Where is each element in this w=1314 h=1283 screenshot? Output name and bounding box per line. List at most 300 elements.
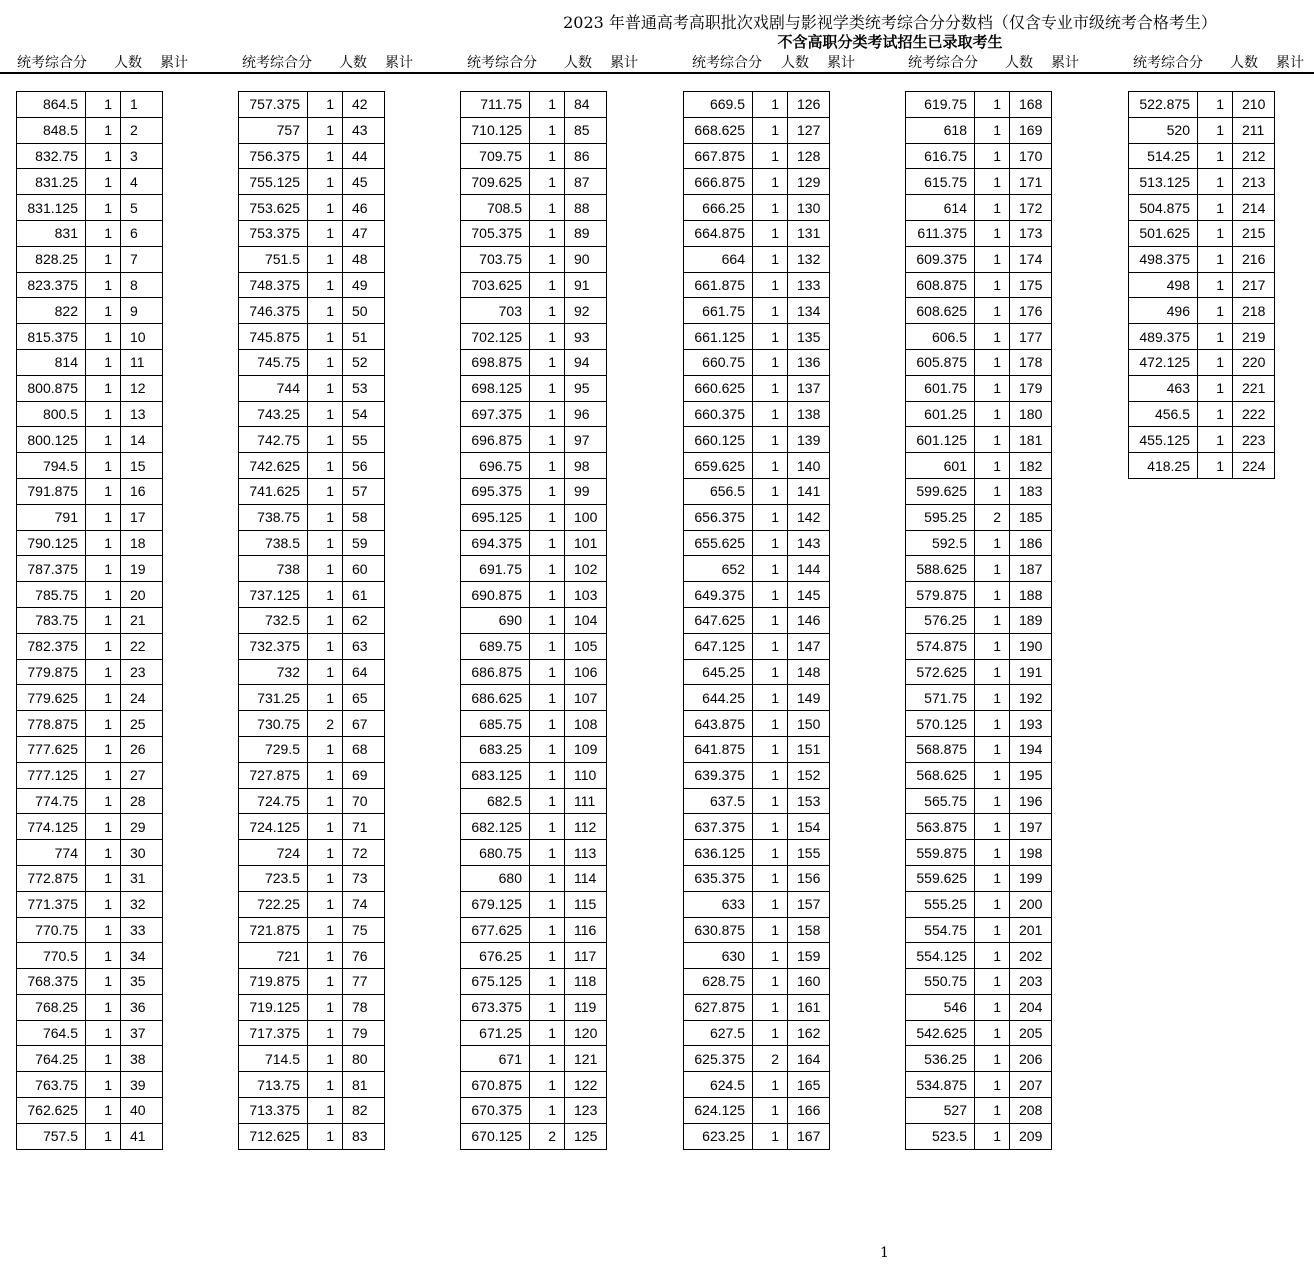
table-row xyxy=(906,814,1052,840)
table-row xyxy=(906,633,1052,659)
score-cell: 778.875 xyxy=(17,711,86,737)
count-cell: 1 xyxy=(753,298,788,324)
table-row xyxy=(906,685,1052,711)
cumulative-cell: 191 xyxy=(1010,659,1052,685)
score-cell: 800.125 xyxy=(17,427,86,453)
count-cell: 1 xyxy=(975,556,1010,582)
count-cell: 1 xyxy=(975,762,1010,788)
count-cell: 1 xyxy=(308,169,343,195)
table-row xyxy=(906,1072,1052,1098)
cumulative-cell: 59 xyxy=(343,530,385,556)
table-row xyxy=(461,891,607,917)
count-cell: 1 xyxy=(753,478,788,504)
table-row xyxy=(461,1046,607,1072)
count-cell: 1 xyxy=(753,1123,788,1149)
table-row xyxy=(17,762,163,788)
cumulative-cell: 223 xyxy=(1233,427,1275,453)
score-cell: 743.25 xyxy=(239,401,308,427)
cumulative-cell: 72 xyxy=(343,840,385,866)
table-row xyxy=(17,943,163,969)
count-cell: 1 xyxy=(86,1046,121,1072)
count-cell: 1 xyxy=(86,220,121,246)
cumulative-cell: 194 xyxy=(1010,736,1052,762)
table-row xyxy=(906,375,1052,401)
table-row xyxy=(461,633,607,659)
score-cell: 660.625 xyxy=(684,375,753,401)
count-cell: 1 xyxy=(975,814,1010,840)
score-cell: 647.125 xyxy=(684,633,753,659)
count-cell: 1 xyxy=(308,1020,343,1046)
table-row xyxy=(239,427,385,453)
count-cell: 1 xyxy=(753,788,788,814)
score-cell: 554.125 xyxy=(906,943,975,969)
score-cell: 522.875 xyxy=(1129,92,1198,118)
count-cell: 1 xyxy=(308,917,343,943)
score-cell: 848.5 xyxy=(17,117,86,143)
count-cell: 1 xyxy=(975,1098,1010,1124)
score-cell: 815.375 xyxy=(17,324,86,350)
cumulative-cell: 41 xyxy=(121,1123,163,1149)
table-row xyxy=(17,401,163,427)
table-row xyxy=(461,994,607,1020)
score-cell: 712.625 xyxy=(239,1123,308,1149)
header-score: 统考综合分 xyxy=(467,55,537,71)
count-cell: 1 xyxy=(753,711,788,737)
table-row xyxy=(684,840,830,866)
header-cumulative: 累计 xyxy=(385,55,413,71)
score-cell: 731.25 xyxy=(239,685,308,711)
cumulative-cell: 85 xyxy=(565,117,607,143)
score-cell: 592.5 xyxy=(906,530,975,556)
score-cell: 570.125 xyxy=(906,711,975,737)
score-cell: 633 xyxy=(684,891,753,917)
score-cell: 649.375 xyxy=(684,582,753,608)
count-cell: 1 xyxy=(86,246,121,272)
count-cell: 1 xyxy=(975,324,1010,350)
score-cell: 572.625 xyxy=(906,659,975,685)
table-row xyxy=(461,556,607,582)
count-cell: 1 xyxy=(975,401,1010,427)
cumulative-cell: 94 xyxy=(565,349,607,375)
score-cell: 601.75 xyxy=(906,375,975,401)
score-cell: 655.625 xyxy=(684,530,753,556)
cumulative-cell: 12 xyxy=(121,375,163,401)
score-cell: 757.5 xyxy=(17,1123,86,1149)
count-cell: 1 xyxy=(308,685,343,711)
cumulative-cell: 92 xyxy=(565,298,607,324)
score-cell: 724.125 xyxy=(239,814,308,840)
score-cell: 831.125 xyxy=(17,195,86,221)
table-row xyxy=(461,92,607,118)
count-cell: 1 xyxy=(975,375,1010,401)
table-row xyxy=(239,607,385,633)
count-cell: 1 xyxy=(1198,220,1233,246)
score-cell: 643.875 xyxy=(684,711,753,737)
count-cell: 1 xyxy=(308,1046,343,1072)
score-cell: 554.75 xyxy=(906,917,975,943)
score-table-2 xyxy=(238,91,385,1150)
score-cell: 746.375 xyxy=(239,298,308,324)
count-cell: 1 xyxy=(86,711,121,737)
table-row xyxy=(461,736,607,762)
cumulative-cell: 77 xyxy=(343,969,385,995)
score-cell: 550.75 xyxy=(906,969,975,995)
count-cell: 1 xyxy=(86,117,121,143)
table-row xyxy=(239,220,385,246)
count-cell: 1 xyxy=(530,685,565,711)
cumulative-cell: 89 xyxy=(565,220,607,246)
table-row xyxy=(906,530,1052,556)
page-number: 1 xyxy=(880,1245,889,1261)
cumulative-cell: 148 xyxy=(788,659,830,685)
table-row xyxy=(239,685,385,711)
count-cell: 1 xyxy=(1198,375,1233,401)
table-row xyxy=(17,453,163,479)
cumulative-cell: 127 xyxy=(788,117,830,143)
cumulative-cell: 222 xyxy=(1233,401,1275,427)
table-row xyxy=(684,814,830,840)
count-cell: 1 xyxy=(530,117,565,143)
cumulative-cell: 153 xyxy=(788,788,830,814)
score-cell: 463 xyxy=(1129,375,1198,401)
count-cell: 1 xyxy=(975,994,1010,1020)
score-cell: 599.625 xyxy=(906,478,975,504)
table-row xyxy=(17,969,163,995)
count-cell: 1 xyxy=(753,582,788,608)
cumulative-cell: 181 xyxy=(1010,427,1052,453)
score-cell: 611.375 xyxy=(906,220,975,246)
score-cell: 563.875 xyxy=(906,814,975,840)
table-row xyxy=(239,195,385,221)
table-row xyxy=(17,298,163,324)
count-cell: 1 xyxy=(975,1123,1010,1149)
score-cell: 670.375 xyxy=(461,1098,530,1124)
score-cell: 822 xyxy=(17,298,86,324)
cumulative-cell: 133 xyxy=(788,272,830,298)
cumulative-cell: 114 xyxy=(565,865,607,891)
score-cell: 514.25 xyxy=(1129,143,1198,169)
count-cell: 1 xyxy=(975,220,1010,246)
score-cell: 696.875 xyxy=(461,427,530,453)
count-cell: 1 xyxy=(308,891,343,917)
table-row xyxy=(17,478,163,504)
score-cell: 719.125 xyxy=(239,994,308,1020)
cumulative-cell: 28 xyxy=(121,788,163,814)
cumulative-cell: 177 xyxy=(1010,324,1052,350)
count-cell: 1 xyxy=(753,349,788,375)
cumulative-cell: 55 xyxy=(343,427,385,453)
cumulative-cell: 79 xyxy=(343,1020,385,1046)
table-row xyxy=(906,1123,1052,1149)
score-cell: 645.25 xyxy=(684,659,753,685)
count-cell: 1 xyxy=(530,659,565,685)
table-row xyxy=(239,375,385,401)
cumulative-cell: 11 xyxy=(121,349,163,375)
cumulative-cell: 135 xyxy=(788,324,830,350)
cumulative-cell: 210 xyxy=(1233,92,1275,118)
cumulative-cell: 19 xyxy=(121,556,163,582)
score-cell: 568.625 xyxy=(906,762,975,788)
cumulative-cell: 155 xyxy=(788,840,830,866)
cumulative-cell: 65 xyxy=(343,685,385,711)
count-cell: 1 xyxy=(975,143,1010,169)
score-cell: 864.5 xyxy=(17,92,86,118)
cumulative-cell: 200 xyxy=(1010,891,1052,917)
cumulative-cell: 102 xyxy=(565,556,607,582)
score-table xyxy=(905,91,1052,1150)
score-cell: 579.875 xyxy=(906,582,975,608)
cumulative-cell: 3 xyxy=(121,143,163,169)
cumulative-cell: 67 xyxy=(343,711,385,737)
cumulative-cell: 86 xyxy=(565,143,607,169)
cumulative-cell: 115 xyxy=(565,891,607,917)
table-row xyxy=(17,169,163,195)
score-cell: 455.125 xyxy=(1129,427,1198,453)
cumulative-cell: 70 xyxy=(343,788,385,814)
score-cell: 630 xyxy=(684,943,753,969)
count-cell: 1 xyxy=(975,711,1010,737)
table-row xyxy=(17,324,163,350)
score-cell: 832.75 xyxy=(17,143,86,169)
count-cell: 1 xyxy=(530,427,565,453)
score-cell: 670.125 xyxy=(461,1123,530,1149)
score-cell: 732.5 xyxy=(239,607,308,633)
header-count: 人数 xyxy=(564,55,592,71)
table-row xyxy=(461,272,607,298)
score-cell: 738.5 xyxy=(239,530,308,556)
table-row xyxy=(906,1020,1052,1046)
cumulative-cell: 157 xyxy=(788,891,830,917)
score-table-6 xyxy=(1128,91,1275,479)
count-cell: 1 xyxy=(86,349,121,375)
cumulative-cell: 132 xyxy=(788,246,830,272)
score-cell: 698.875 xyxy=(461,349,530,375)
count-cell: 1 xyxy=(975,788,1010,814)
table-row xyxy=(906,349,1052,375)
score-cell: 682.5 xyxy=(461,788,530,814)
cumulative-cell: 214 xyxy=(1233,195,1275,221)
cumulative-cell: 106 xyxy=(565,659,607,685)
score-table-4 xyxy=(683,91,830,1150)
count-cell: 1 xyxy=(308,92,343,118)
table-row xyxy=(1129,169,1275,195)
header-score: 统考综合分 xyxy=(692,55,762,71)
score-cell: 676.25 xyxy=(461,943,530,969)
cumulative-cell: 164 xyxy=(788,1046,830,1072)
table-row xyxy=(906,504,1052,530)
score-cell: 489.375 xyxy=(1129,324,1198,350)
table-row xyxy=(906,169,1052,195)
score-cell: 751.5 xyxy=(239,246,308,272)
cumulative-cell: 121 xyxy=(565,1046,607,1072)
table-row xyxy=(239,1072,385,1098)
score-cell: 753.375 xyxy=(239,220,308,246)
count-cell: 1 xyxy=(86,427,121,453)
score-cell: 763.75 xyxy=(17,1072,86,1098)
cumulative-cell: 68 xyxy=(343,736,385,762)
score-cell: 696.75 xyxy=(461,453,530,479)
score-cell: 568.875 xyxy=(906,736,975,762)
table-row xyxy=(684,298,830,324)
table-row xyxy=(684,220,830,246)
score-cell: 745.875 xyxy=(239,324,308,350)
count-cell: 1 xyxy=(753,607,788,633)
cumulative-cell: 73 xyxy=(343,865,385,891)
count-cell: 1 xyxy=(530,994,565,1020)
score-cell: 605.875 xyxy=(906,349,975,375)
score-cell: 565.75 xyxy=(906,788,975,814)
score-cell: 670.875 xyxy=(461,1072,530,1098)
cumulative-cell: 174 xyxy=(1010,246,1052,272)
table-row xyxy=(239,556,385,582)
table-row xyxy=(239,865,385,891)
count-cell: 2 xyxy=(308,711,343,737)
table-row xyxy=(684,195,830,221)
cumulative-cell: 207 xyxy=(1010,1072,1052,1098)
score-cell: 639.375 xyxy=(684,762,753,788)
score-cell: 823.375 xyxy=(17,272,86,298)
score-cell: 498 xyxy=(1129,272,1198,298)
count-cell: 1 xyxy=(86,788,121,814)
count-cell: 1 xyxy=(1198,427,1233,453)
score-cell: 628.75 xyxy=(684,969,753,995)
cumulative-cell: 215 xyxy=(1233,220,1275,246)
score-cell: 630.875 xyxy=(684,917,753,943)
cumulative-cell: 110 xyxy=(565,762,607,788)
cumulative-cell: 17 xyxy=(121,504,163,530)
score-cell: 695.375 xyxy=(461,478,530,504)
cumulative-cell: 216 xyxy=(1233,246,1275,272)
score-cell: 770.5 xyxy=(17,943,86,969)
table-row xyxy=(239,272,385,298)
table-row xyxy=(906,1098,1052,1124)
table-row xyxy=(239,143,385,169)
count-cell: 1 xyxy=(308,478,343,504)
score-cell: 729.5 xyxy=(239,736,308,762)
score-cell: 685.75 xyxy=(461,711,530,737)
table-row xyxy=(1129,349,1275,375)
score-cell: 724.75 xyxy=(239,788,308,814)
count-cell: 1 xyxy=(308,582,343,608)
score-cell: 828.25 xyxy=(17,246,86,272)
table-row xyxy=(684,1123,830,1149)
table-row xyxy=(1129,324,1275,350)
score-cell: 513.125 xyxy=(1129,169,1198,195)
cumulative-cell: 203 xyxy=(1010,969,1052,995)
count-cell: 1 xyxy=(308,814,343,840)
score-cell: 601.125 xyxy=(906,427,975,453)
count-cell: 1 xyxy=(86,736,121,762)
cumulative-cell: 202 xyxy=(1010,943,1052,969)
cumulative-cell: 218 xyxy=(1233,298,1275,324)
count-cell: 1 xyxy=(753,736,788,762)
score-cell: 831 xyxy=(17,220,86,246)
table-row xyxy=(17,711,163,737)
score-cell: 757.375 xyxy=(239,92,308,118)
count-cell: 1 xyxy=(530,530,565,556)
cumulative-cell: 104 xyxy=(565,607,607,633)
cumulative-cell: 62 xyxy=(343,607,385,633)
table-row xyxy=(17,1020,163,1046)
score-cell: 721 xyxy=(239,943,308,969)
table-row xyxy=(684,633,830,659)
cumulative-cell: 129 xyxy=(788,169,830,195)
cumulative-cell: 197 xyxy=(1010,814,1052,840)
score-cell: 695.125 xyxy=(461,504,530,530)
count-cell: 1 xyxy=(975,427,1010,453)
table-row xyxy=(239,1098,385,1124)
cumulative-cell: 8 xyxy=(121,272,163,298)
table-row xyxy=(906,1046,1052,1072)
score-cell: 652 xyxy=(684,556,753,582)
score-cell: 779.625 xyxy=(17,685,86,711)
table-row xyxy=(461,246,607,272)
table-row xyxy=(239,582,385,608)
cumulative-cell: 101 xyxy=(565,530,607,556)
score-cell: 757 xyxy=(239,117,308,143)
score-cell: 418.25 xyxy=(1129,453,1198,479)
cumulative-cell: 211 xyxy=(1233,117,1275,143)
table-row xyxy=(461,195,607,221)
table-row xyxy=(684,607,830,633)
cumulative-cell: 149 xyxy=(788,685,830,711)
count-cell: 1 xyxy=(308,298,343,324)
score-cell: 559.625 xyxy=(906,865,975,891)
score-cell: 777.625 xyxy=(17,736,86,762)
score-cell: 656.375 xyxy=(684,504,753,530)
cumulative-cell: 111 xyxy=(565,788,607,814)
cumulative-cell: 182 xyxy=(1010,453,1052,479)
table-row xyxy=(684,1020,830,1046)
count-cell: 1 xyxy=(86,1098,121,1124)
table-row xyxy=(684,1072,830,1098)
count-cell: 1 xyxy=(530,943,565,969)
score-cell: 730.75 xyxy=(239,711,308,737)
score-cell: 616.75 xyxy=(906,143,975,169)
count-cell: 1 xyxy=(1198,272,1233,298)
cumulative-cell: 42 xyxy=(343,92,385,118)
count-cell: 1 xyxy=(975,1046,1010,1072)
score-cell: 703 xyxy=(461,298,530,324)
cumulative-cell: 208 xyxy=(1010,1098,1052,1124)
cumulative-cell: 46 xyxy=(343,195,385,221)
count-cell: 1 xyxy=(753,840,788,866)
cumulative-cell: 103 xyxy=(565,582,607,608)
count-cell: 1 xyxy=(86,1020,121,1046)
count-cell: 1 xyxy=(86,298,121,324)
score-cell: 744 xyxy=(239,375,308,401)
cumulative-cell: 75 xyxy=(343,917,385,943)
count-cell: 1 xyxy=(975,1020,1010,1046)
score-cell: 697.375 xyxy=(461,401,530,427)
count-cell: 1 xyxy=(86,943,121,969)
count-cell: 1 xyxy=(530,607,565,633)
count-cell: 1 xyxy=(530,298,565,324)
score-cell: 666.875 xyxy=(684,169,753,195)
score-cell: 637.5 xyxy=(684,788,753,814)
table-row xyxy=(461,607,607,633)
cumulative-cell: 49 xyxy=(343,272,385,298)
cumulative-cell: 10 xyxy=(121,324,163,350)
count-cell: 1 xyxy=(308,530,343,556)
score-cell: 608.625 xyxy=(906,298,975,324)
cumulative-cell: 5 xyxy=(121,195,163,221)
score-cell: 618 xyxy=(906,117,975,143)
count-cell: 1 xyxy=(86,917,121,943)
table-row xyxy=(906,427,1052,453)
table-row xyxy=(684,685,830,711)
count-cell: 1 xyxy=(975,117,1010,143)
